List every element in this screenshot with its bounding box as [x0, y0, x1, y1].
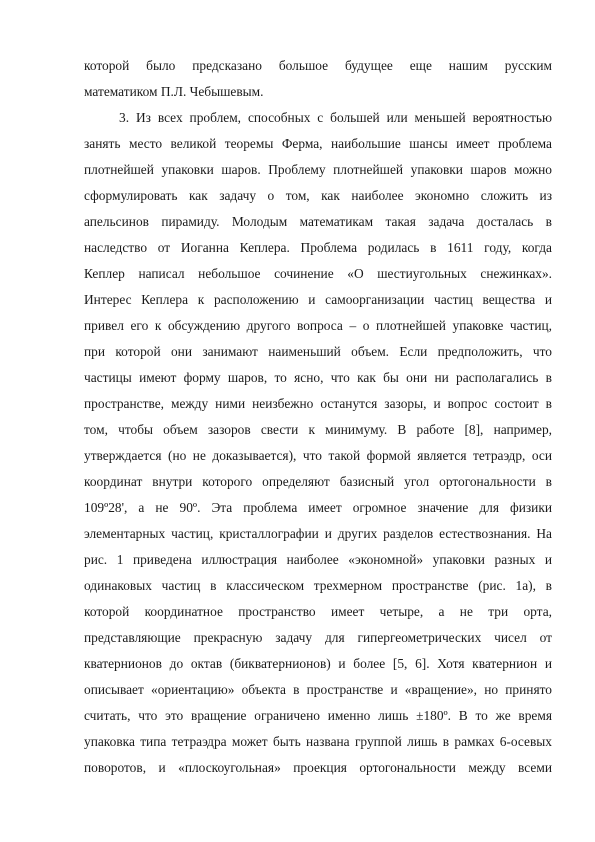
text-line: описывает «ориентацию» объекта в пространстве и «вращение», но принято — [84, 682, 552, 697]
text-line: Интерес Кеплера к расположению и самоорганизации частиц вещества и — [84, 292, 552, 307]
text-line: занять место великой теоремы Ферма, наибольшие шансы имеет проблема — [84, 136, 552, 151]
text-line: поворотов, и «плоскоугольная» проекция ортогональности между всеми — [84, 760, 552, 775]
text-line: том, чтобы объем зазоров свести к минимуму. В работе [8], например, — [84, 422, 552, 437]
text-line: которой было предсказано большое будущее еще нашим русским — [84, 58, 552, 73]
text-line: упаковка типа тетраэдра может быть названа группой лишь в рамках 6-осевых — [84, 734, 552, 749]
text-line: рис. 1 приведена иллюстрация наиболее «экономной» упаковки разных и — [84, 552, 552, 567]
text-line: утверждается (но не доказывается), что такой формой является тетраэдр, оси — [84, 448, 552, 463]
text-line: Кеплер написал небольшое сочинение «О шестиугольных снежинках». — [84, 266, 552, 281]
text-line: кватернионов до октав (бикватернионов) и более [5, 6]. Хотя кватернион и — [84, 656, 552, 671]
text-line: представляющие прекрасную задачу для гипергеометрических чисел от — [84, 630, 552, 645]
text-line: считать, что это вращение ограничено именно лишь ±180º. В то же время — [84, 708, 552, 723]
text-line: которой координатное пространство имеет четыре, а не три орта, — [84, 604, 552, 619]
text-line: частицы имеют форму шаров, то ясно, что как бы они ни располагались в — [84, 370, 552, 385]
text-line: элементарных частиц, кристаллографии и других разделов естествознания. На — [84, 526, 552, 541]
text-line: 109º28', а не 90º. Эта проблема имеет огромное значение для физики — [84, 500, 552, 515]
text-line: одинаковых частиц в классическом трехмерном пространстве (рис. 1а), в — [84, 578, 552, 593]
text-line: 3. Из всех проблем, способных с большей или меньшей вероятностью — [119, 110, 552, 125]
text-line: при которой они занимают наименьший объем. Если предположить, что — [84, 344, 552, 359]
text-line: сформулировать как задачу о том, как наиболее экономно сложить из — [84, 188, 552, 203]
text-line: апельсинов пирамиду. Молодым математикам такая задача досталась в — [84, 214, 552, 229]
text-line: координат внутри которого определяют базисный угол ортогональности в — [84, 474, 552, 489]
text-line: наследство от Иоганна Кеплера. Проблема родилась в 1611 году, когда — [84, 240, 552, 255]
text-line: привел его к обсуждению другого вопроса – о плотнейшей упаковке частиц, — [84, 318, 552, 333]
text-line: пространстве, между ними неизбежно останутся зазоры, и вопрос состоит в — [84, 396, 552, 411]
text-line: плотнейшей упаковки шаров. Проблему плотнейшей упаковки шаров можно — [84, 162, 552, 177]
text-line: математиком П.Л. Чебышевым. — [84, 84, 264, 99]
